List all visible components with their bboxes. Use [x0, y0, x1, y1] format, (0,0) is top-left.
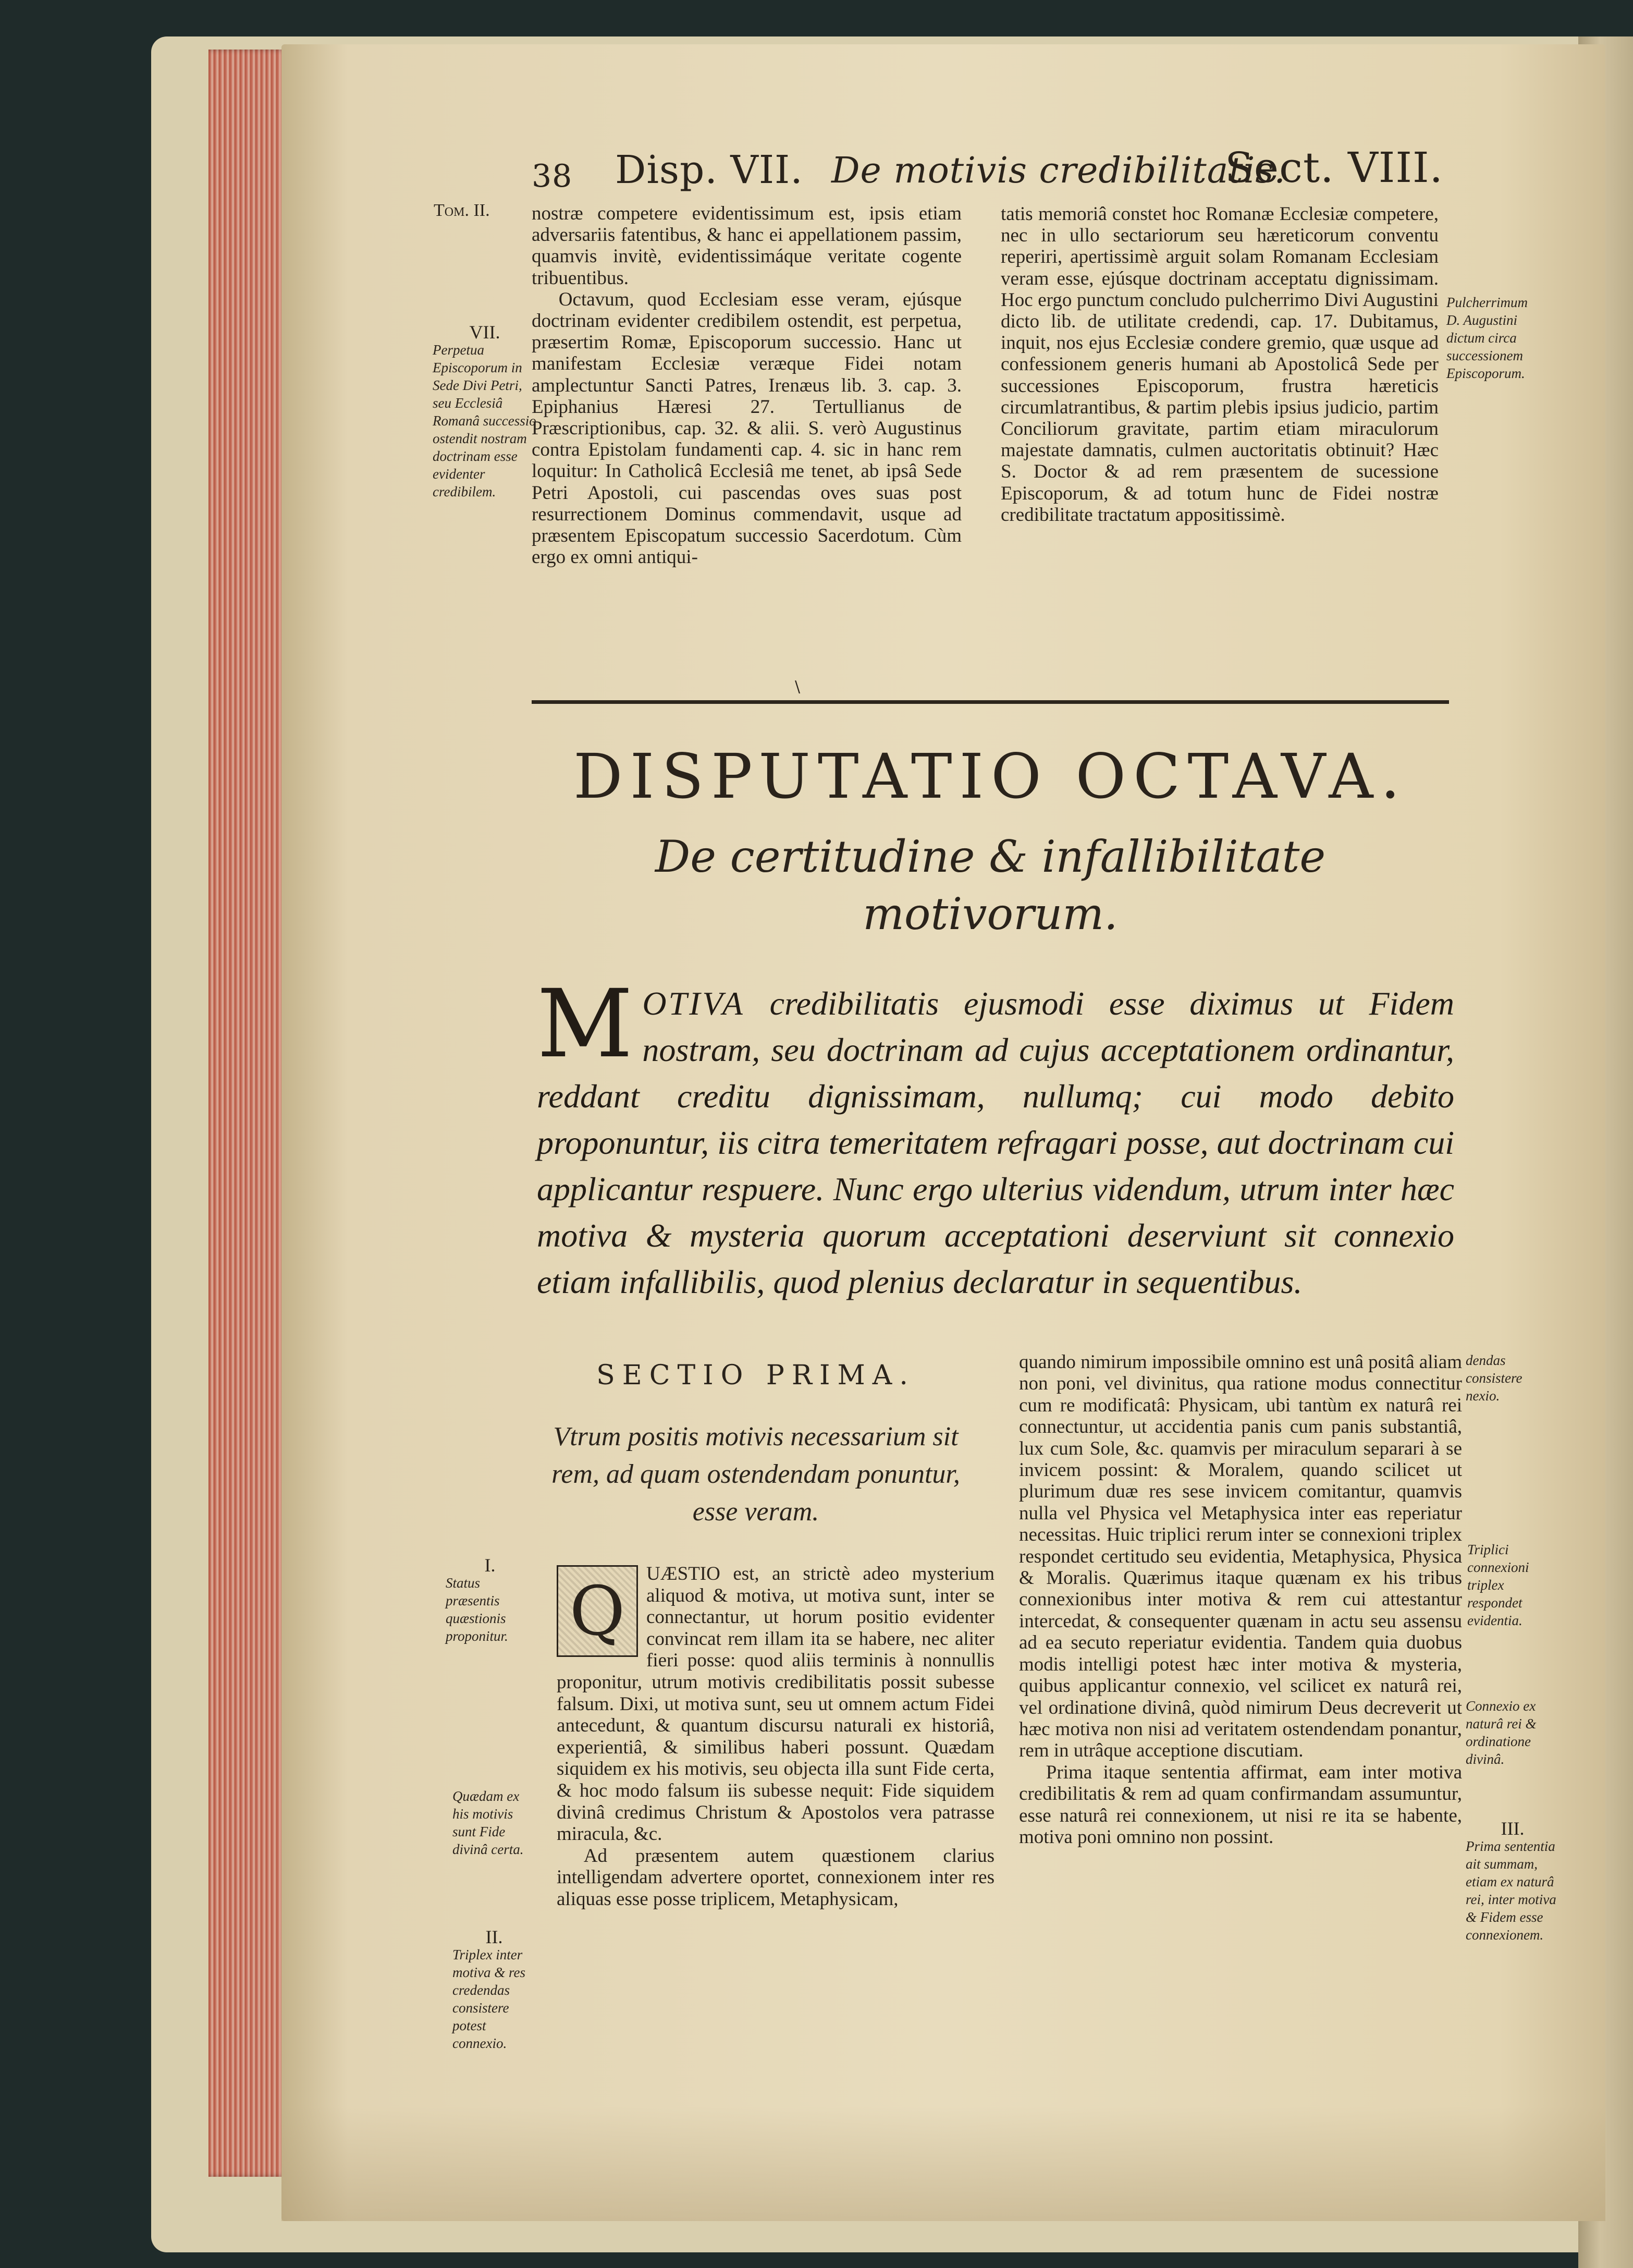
running-head-section: Sect. VIII. — [1225, 143, 1443, 192]
paragraph-text: est, an strictè adeo mysterium aliquod & motiva, ut motiva sunt, inter se connectantur, ut horum positio evidenter convincat rem illam ita se habere, nec aliter fieri posse: quod aliis terminis à nonnullis proponitur, utrum motivis credibilitatis possit subesse falsum. Dixi, ut motiva sunt, seu ut omnem actum Fidei antecedunt, & quantum discursu naturali ex historiâ, experientiâ, & similibus haberi possunt. Quædam siquidem ex his motivis, seu objecta illa sunt Fide certa, & hoc modo falsum iis subesse nequit: Fide siquidem divinâ credimus Christum & Apostolos vera patrasse miracula, &c. — [557, 1563, 994, 1845]
margin-note-lower-right-4 — [1466, 1820, 1560, 1944]
sectio-heading: SECTIO PRIMA. — [596, 1360, 915, 1391]
margin-note-number: II. — [485, 1926, 503, 1947]
margin-note-number: I. — [484, 1555, 496, 1576]
margin-note-upper-right: Pulcherrimum D. Augustini dictum circa successionem Episcoporum. — [1446, 295, 1528, 381]
section-rule — [532, 700, 1449, 704]
paragraph: quando nimirum impossibile omnino est unâ positâ aliam non poni, vel divinitus, qua ratione modus connectitur cum re modificatâ: Physicam, ubi tantùm ex naturâ rei connectuntur, ut accidentia panis cum panis substantiâ, lux cum Sole, &c. quamvis per miraculum separari à se invicem possint: & Moralem, quando scilicet ut plurimum duæ res sese invicem comitantur, quamvis nulla vel Physica vel Metaphysica inter eas reperiatur necessitas. Huic triplici rerum inter se connexioni triplex respondet certitudo seu evidentia, Metaphysica, Physica & Moralis. Quærimus itaque quænam ex his tribus connexionibus inter motiva & rem cui attestantur intercedat, & consequenter quænam in actu seu assensu ad ea secuto reperiatur evidentia. Tandem quia duobus modis intelligi potest hæc inter motiva & mysteria, quibus applicantur connexio, vel scilicet ex naturâ rei, vel ordinatione divinâ, quòd nimirum Deus decreverit ut hæc motiva non nisi ad veritatem ostendendam ponantur, rem in utrâque acceptione discutiam. — [1019, 1351, 1462, 1762]
first-word: UÆSTIO — [646, 1563, 720, 1584]
intro-text: credibilitatis ejusmodi esse diximus ut Fidem nostram, seu doctrinam ad cujus acceptationem ordinantur, reddant creditu dignissimam, nullumq; cui modo debito proponuntur, iis citra temeritatem refragari posse, aut doctrinam cui applicantur respuere. Nunc ergo ulterius videndum, utrum inter hæc motiva & mysteria quorum acceptationi deserviunt sit connexio etiam infallibilis, quod plenius declaratur in sequentibus. — [537, 985, 1454, 1300]
printer-mark: \ — [795, 678, 801, 696]
paragraph: Prima itaque sententia affirmat, eam inter motiva credibilitatis & rem ad quam confirmandam assumuntur, esse naturâ rei connexionem, ut nisi re ita se habente, motiva poni omnino non possint. — [1019, 1761, 1462, 1848]
drop-cap: M — [537, 970, 633, 1079]
margin-note-text: Perpetua Episcoporum in Sede Divi Petri, seu Ecclesiâ Romanâ successio ostendit nostram doctrinam esse evidenter credibilem. — [433, 342, 536, 499]
intro-paragraph — [537, 970, 1454, 1305]
paragraph: nostræ competere evidentissimum est, ipsis etiam adversariis fatentibus, & hanc ei appellationem passim, quamvis invitè, evidentissimáque veritate cogente tribuentibus. — [532, 203, 962, 289]
margin-note-text: Status præsentis quæstionis proponitur. — [446, 1575, 508, 1644]
margin-note-text: Quædam ex his motivis sunt Fide divinâ certa. — [452, 1788, 524, 1857]
sectio-subtitle: Vtrum positis motivis necessarium sit rem, ad quam ostendendam ponuntur, esse veram. — [551, 1422, 960, 1527]
margin-note-lower-left-2 — [452, 1787, 536, 1858]
upper-left-column — [532, 203, 962, 568]
paragraph — [557, 1563, 994, 1845]
paragraph: Octavum, quod Ecclesiam esse veram, ejúsque doctrinam evidenter credibilem ostendit, est perpetua, præsertim Romæ, Episcoporum successio. Hanc ut manifestam Ecclesiæ veræque Fidei notam amplectuntur Sancti Patres, Irenæus lib. 3. cap. 3. Epiphanius Hæresi 27. Tertullianus de Præscriptionibus, cap. 32. & alii. S. verò Augustinus contra Epistolam fundamenti cap. 4. sic in hanc rem loquitur: In Catholicâ Ecclesiâ me tenet, ab ipsâ Sede Petri Apostoli, cui pascendas oves suas post resurrectionem Dominus commendavit, usque ad præsentem Episcopatum successio Sacerdotum. Cùm ergo ex omni antiqui- — [532, 288, 962, 568]
lower-right-column — [1019, 1351, 1462, 1848]
margin-note-lower-left-1 — [446, 1556, 534, 1645]
margin-note-number: III. — [1501, 1818, 1525, 1839]
intro-caps: OTIVA — [642, 985, 745, 1022]
margin-note-lower-right-3: Connexio ex naturâ rei & ordinatione divinâ. — [1466, 1698, 1537, 1767]
margin-note-lower-left-3 — [452, 1928, 536, 2052]
running-head-disputation: Disp. VII. — [615, 148, 803, 192]
page-number: 38 — [532, 158, 573, 194]
volume-mark: Tom. II. — [434, 201, 490, 220]
paragraph: tatis memoriâ constet hoc Romanæ Ecclesiæ competere, nec in ullo sectariorum seu hæreticorum conventu reperiri, apertissimè arguit solam Romanam Ecclesiam veram esse, ejúsque doctrinam acceptatu dignissimam. Hoc ergo punctum concludo pulcherrimo Divi Augustini dicto lib. de utilitate credendi, cap. 17. Dubitamus, inquit, nos ejus Ecclesiæ condere gremio, quæ usque ad confessionem generis humani ab Apostolicâ Sede per successiones Episcoporum, frustra hæreticis circumlatrantibus, & partim plebis ipsius judicio, partim Conciliorum gravitate, partim etiam miraculorum majestate damnatis, culmen auctoritatis obtinuit? Hæc S. Doctor & ad rem præsentem de sucessione Episcoporum, & ad totum hunc de Fidei nostræ credibilitate tractatum appositissimè. — [1001, 203, 1439, 526]
running-head-topic: De motivis credibilitatis. — [831, 150, 1286, 191]
subtitle-line-2: motivorum. — [863, 888, 1118, 940]
disputation-title: DISPUTATIO OCTAVA. — [573, 740, 1407, 812]
margin-note-text: Triplex inter motiva & res credendas consistere potest connexio. — [452, 1947, 525, 2051]
margin-note-text: Prima sententia ait summam, etiam ex naturâ rei, inter motiva & Fidem esse connexionem. — [1466, 1838, 1556, 1943]
lower-left-column — [557, 1563, 994, 1910]
subtitle-line-1: De certitudine & infallibilitate — [655, 831, 1326, 882]
margin-note-number: VII. — [469, 322, 500, 343]
disputation-subtitle — [547, 828, 1433, 943]
margin-note-upper-left — [433, 323, 537, 501]
ornamental-initial: Q — [557, 1565, 638, 1657]
margin-note-lower-right-2: Triplici connexioni triplex respondet evidentia. — [1467, 1542, 1529, 1628]
upper-right-column — [1001, 203, 1439, 526]
paragraph: Ad præsentem autem quæstionem clarius intelligendam advertere oportet, connexionem inter res aliquas esse posse triplicem, Metaphysicam, — [557, 1845, 994, 1910]
margin-note-lower-right-1: dendas consistere nexio. — [1466, 1352, 1523, 1404]
